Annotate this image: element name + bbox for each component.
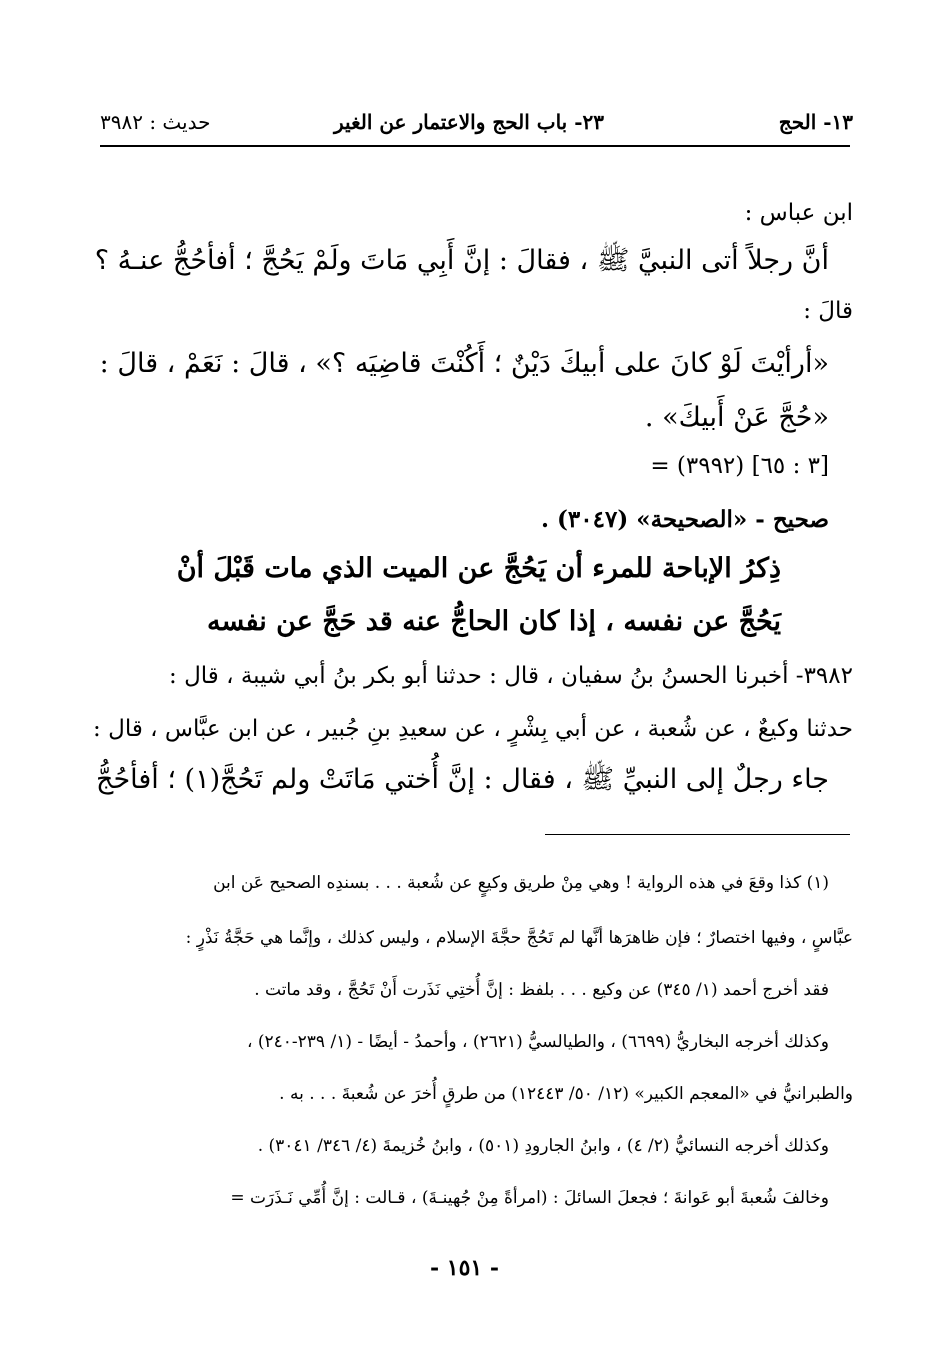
text-line-3: قالَ : <box>803 298 853 324</box>
footnote-line-7: وخالفَ شُعبةَ أبو عَوانةَ ؛ فجعلَ السائلَ : (امرأةً مِنْ جُهينـةَ) ، قـالت : إنَّ أُمِّي نَـذَرَت = <box>230 1188 829 1208</box>
text-line-1: ابن عباس : <box>744 200 853 226</box>
text-line-6: = (٣٩٩٢) [٣ : ٦٥] <box>650 453 829 479</box>
hadith-line-2: حدثنا وكيعٌ ، عن شُعبة ، عن أبي بِشْرٍ ، عن سعيدِ بنِ جُبير ، عن ابن عبَّاس ، قال : <box>93 716 853 742</box>
grading-line: صحيح - «الصحيحة» (٣٠٤٧) . <box>541 506 829 533</box>
section-header: ٢٣- باب الحج والاعتمار عن الغير <box>334 110 604 134</box>
chapter-title-line-1: ذِكرُ الإباحة للمرء أن يَحُجَّ عن الميت الذي مات قَبْلَ أنْ <box>176 553 781 584</box>
text-line-4: «أرأيْتَ لَوْ كانَ على أبيكَ دَيْنٌ ؛ أَكُنْتَ قاضِيَه ؟» ، قالَ : نَعَمْ ، قالَ : <box>99 348 829 379</box>
footnote-line-6: وكذلك أخرجه النسائيُّ (٢/ ٤) ، وابنُ الجارودِ (٥٠١) ، وابنُ خُزيمةَ (٤/ ٣٤٦/ ٣٠٤١) . <box>257 1136 829 1156</box>
text-line-2: أنَّ رجلاً أتى النبيَّ ﷺ ، فقالَ : إنَّ أَبِي مَاتَ ولَمْ يَحُجَّ ؛ أفأحُجُّ عنـهُ ؟ <box>94 245 829 276</box>
hadith-line-3: جاء رجلٌ إلى النبيِّ ﷺ ، فقال : إنَّ أُختي مَاتَتْ ولم تَحُجَّ(١) ؛ أفأحُجُّ <box>96 764 829 795</box>
footnote-rule <box>545 834 850 835</box>
footnote-line-2: عبَّاسٍ ، وفيها اختصارٌ ؛ فإن ظاهرَها أنَّها لم تَحُجَّ حجَّةَ الإسلام ، وليس كذلك ، وإنَّما هي حَجَّةُ نَذْرٍ : <box>185 928 853 948</box>
page-number: - ١٥١ - <box>430 1255 500 1281</box>
hadith-line-1: ٣٩٨٢- أخبرنا الحسنُ بنُ سفيان ، قال : حدثنا أبو بكر بنُ أبي شيبة ، قال : <box>169 663 853 689</box>
footnote-line-4: وكذلك أخرجه البخاريُّ (٦٦٩٩) ، والطيالسيُّ (٢٦٢١) ، وأحمدُ - أيضًا - (١/ ٢٣٩-٢٤٠) ، <box>246 1032 829 1052</box>
hadith-ref-header: حديث : ٣٩٨٢ <box>100 110 211 134</box>
footnote-line-3: فقد أخرج أحمد (١/ ٣٤٥) عن وكيع . . . بلفظ : إنَّ أُختِي نَذَرت أَنْ تَحُجَّ ، وقد ماتت . <box>254 980 829 1000</box>
footnote-line-5: والطبرانيُّ في «المعجم الكبير» (١٢/ ٥٠/ ١٢٤٤٣) من طرقٍ أُخرَ عن شُعبةَ . . . به . <box>279 1084 853 1104</box>
footnote-line-1: (١) كذا وقعَ في هذه الرواية ! وهي مِنْ طريق وكيعٍ عن شُعبة . . . بسندِه الصحيح عَن ابن <box>213 873 829 893</box>
header-rule <box>100 145 850 147</box>
text-line-5: «حُجَّ عَنْ أَبيكَ» . <box>644 402 829 433</box>
chapter-title-line-2: يَحُجَّ عن نفسه ، إذا كان الحاجُّ عنه قد حَجَّ عن نفسه <box>207 606 781 637</box>
chapter-header: ١٣- الحج <box>778 110 853 134</box>
